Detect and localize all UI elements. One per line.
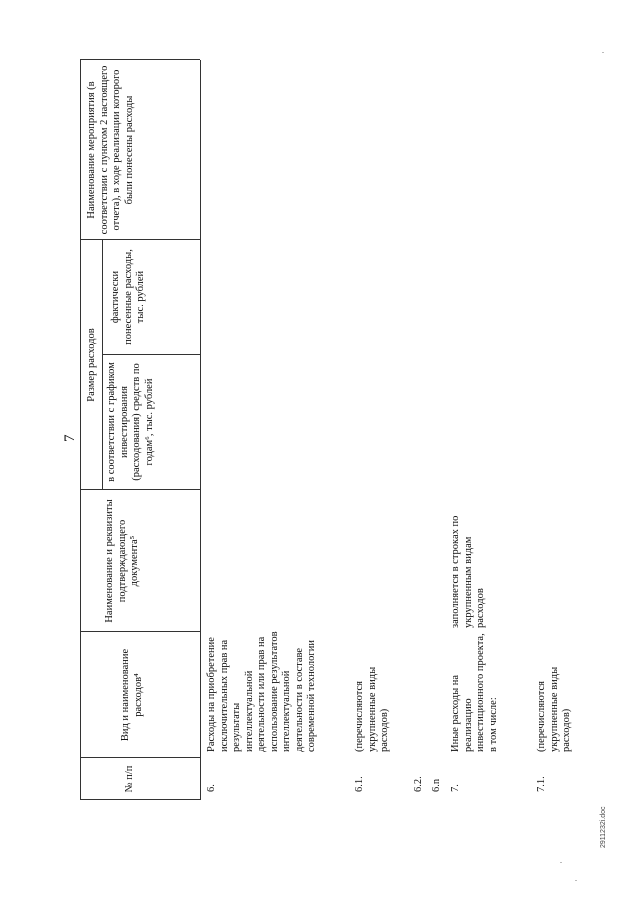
scan-speck [560,862,562,863]
header-actual: фактически понесенные расходы, тыс. рублей [110,249,146,345]
row-num: 6.2. [413,776,424,792]
page-number: 7 [62,434,78,442]
scan-speck [575,880,577,881]
row-num: 6. [206,784,217,792]
header-type: Вид и наименование расходов⁴ [120,648,144,742]
row-name: (перечисляются укрупненные виды расходов) [354,666,390,752]
row-num: 6.n [431,778,442,792]
header-planned: в соответствии с графиком инвестирования (расходования) средств по годам⁶, тыс. рублей [106,362,155,482]
header-size-group: Размер расходов [86,328,97,402]
header-document: Наименование и реквизиты подтверждающего документа⁵ [104,499,140,623]
footer-filename: 2911232i.doc [600,806,607,848]
row-num: 7. [450,784,461,792]
row-name: Расходы на приобретение исключительных прав на результаты интеллектуальной деятельности или прав на использование результатов интеллектуальной деятельности в составе современной технологии [206,631,317,752]
header-event: Наименование мероприятия (в соответствии с пунктом 2 настоящего отчета), в ходе реализации которого были понесены расходы [86,65,135,235]
row-num: 7.1. [536,776,547,792]
row-num: 6.1. [354,776,365,792]
expenses-table [80,60,620,800]
row-name: Иные расходы на реализацию инвестиционного проекта, в том числе: [450,633,499,752]
scan-speck [602,52,604,53]
row-name: (перечисляются укрупненные виды расходов) [536,666,572,752]
row-document: заполняется в строках по укрупненным видам расходов [450,515,486,628]
header-num: № п/п [124,765,135,793]
